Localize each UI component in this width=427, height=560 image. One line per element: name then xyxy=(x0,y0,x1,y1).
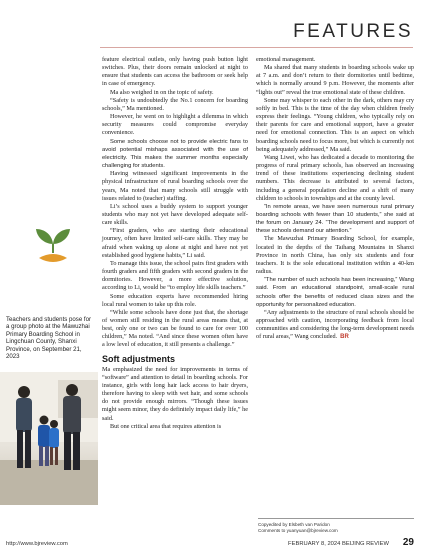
sprout-logo-icon xyxy=(33,220,73,270)
paragraph: To manage this issue, the school pairs first graders with fourth graders and fifth graders with second graders in the dormitories. However, a more effective solution, according to Li, would be “to employ life skills teachers.” xyxy=(102,259,248,292)
paragraph: feature electrical outlets, only having push button light switches. Plus, their doors remain unlocked at night to ensure that students can access the bathroom or seek help in case of emergency. xyxy=(102,56,248,88)
paragraph-text: “Any adjustments to the structure of rural schools should be approached with caution, incorporating feedback from local communities and considering the long-term development needs of rural areas,” Wang concluded. xyxy=(256,308,414,341)
paragraph: However, he went on to highlight a dilemma in which security measures could compromise everyday convenience. xyxy=(102,113,248,137)
paragraph: “The number of such schools has been increasing,” Wang said. From an educational standpoint, small-scale rural schools offer the benefits of reduced class sizes and the opportunity for personalized education. xyxy=(256,277,414,308)
paragraph xyxy=(256,309,414,342)
group-photo xyxy=(0,372,98,505)
article-column-2 xyxy=(256,56,414,341)
article-credits xyxy=(258,518,414,534)
paragraph: “While some schools have done just that, the shortage of women still residing in the rural areas means that, at best, only one or two can be found to care for over 100 children,” Ma noted. “And since these women often have a low level of education, it still presents a challenge.” xyxy=(102,308,248,349)
paragraph: Li’s school uses a buddy system to support younger students who may not yet have developed adequate self-care skills. xyxy=(102,202,248,227)
paragraph: Having witnessed significant improvements in the physical infrastructure of rural boarding schools over the years, Ma noted that many schools still struggle with issues related to (teacher) staffing. xyxy=(102,170,248,202)
paragraph: The Mawuzhai Primary Boarding School, for example, located in the depths of the Taihang Mountains in Shanxi Province in north China, has only six students and four teachers. It is the sole educational institution within a 40-km radius. xyxy=(256,235,414,276)
paragraph: Some schools choose not to provide electric fans to avoid potential mishaps associated with the use of electricity. This makes the summer months especially challenging for students. xyxy=(102,138,248,170)
paragraph: Wang Liwei, who has dedicated a decade to monitoring the progress of rural primary schools, has observed an increasing trend of these institutions experiencing declining student numbers. This decrease is attributed to several factors, including a general population decline and a shift of many children to schools in townships and at the county level. xyxy=(256,153,414,202)
photo-caption: Teachers and students pose for a group photo at the Mawuzhai Primary Boarding School in Lingchuan County, Shanxi Province, on September 21, 2023 xyxy=(6,316,92,361)
website-link[interactable]: http://www.bjreview.com xyxy=(6,541,68,547)
issue-info: FEBRUARY 8, 2024 BEIJING REVIEW xyxy=(288,541,389,547)
paragraph: “First graders, who are starting their educational journey, often have limited self-care skills. They may be afraid when waking up alone at night and have not yet established good hygiene habits,” Li said. xyxy=(102,227,248,259)
paragraph: Some education experts have recommended hiring local rural women to take up this role. xyxy=(102,292,248,308)
end-mark: BR xyxy=(340,334,349,341)
comments-contact[interactable]: Comments to yuanyuan@bjreview.com xyxy=(258,528,338,533)
page-number: 29 xyxy=(402,537,414,548)
paragraph: Ma shared that many students in boarding schools wake up at 7 a.m. and don’t return to their dormitories until bedtime, which is normally around 9 p.m. However, the moments after “lights out” reveal the true emotional state of these children. xyxy=(256,64,414,96)
paragraph: “Safety is undoubtedly the No.1 concern for boarding schools,” Ma mentioned. xyxy=(102,96,248,112)
paragraph: Ma also weighed in on the topic of safety. xyxy=(110,88,214,96)
paragraph: “In remote areas, we have seen numerous rural primary boarding schools with fewer than 10 students,” she said at the forum on January 24. “The development and support of these schools demand our attention.” xyxy=(256,203,414,235)
section-title: FEATURES xyxy=(293,21,413,42)
paragraph: Some may whisper to each other in the dark, others may cry softly in bed. This is the time of the day when children freely express their feelings. “Young children, who typically rely on their parents for care and emotional support, have a greater need for emotional connection. This is an aspect on which boarding schools need to focus more, but which is currently not being adequately addressed,” Ma said. xyxy=(256,96,414,153)
section-subhead: Soft adjustments xyxy=(102,353,176,364)
copyedit-credit: Copyedited by Elsbeth van Paridon xyxy=(258,522,330,527)
header-rule xyxy=(100,47,413,48)
paragraph: But one critical area that requires attention is xyxy=(110,422,222,430)
paragraph: emotional management. xyxy=(256,56,316,63)
article-column-1 xyxy=(102,56,248,431)
paragraph: Ma emphasized the need for improvements in terms of “software” and attention to detail in boarding schools. For instance, girls with long hair lack access to hair dryers, therefore having to sleep with wet hair, and some schools do not provide enough mirrors. “Though these issues might seem minor, they do definitely impact daily life,” he said. xyxy=(102,365,248,422)
